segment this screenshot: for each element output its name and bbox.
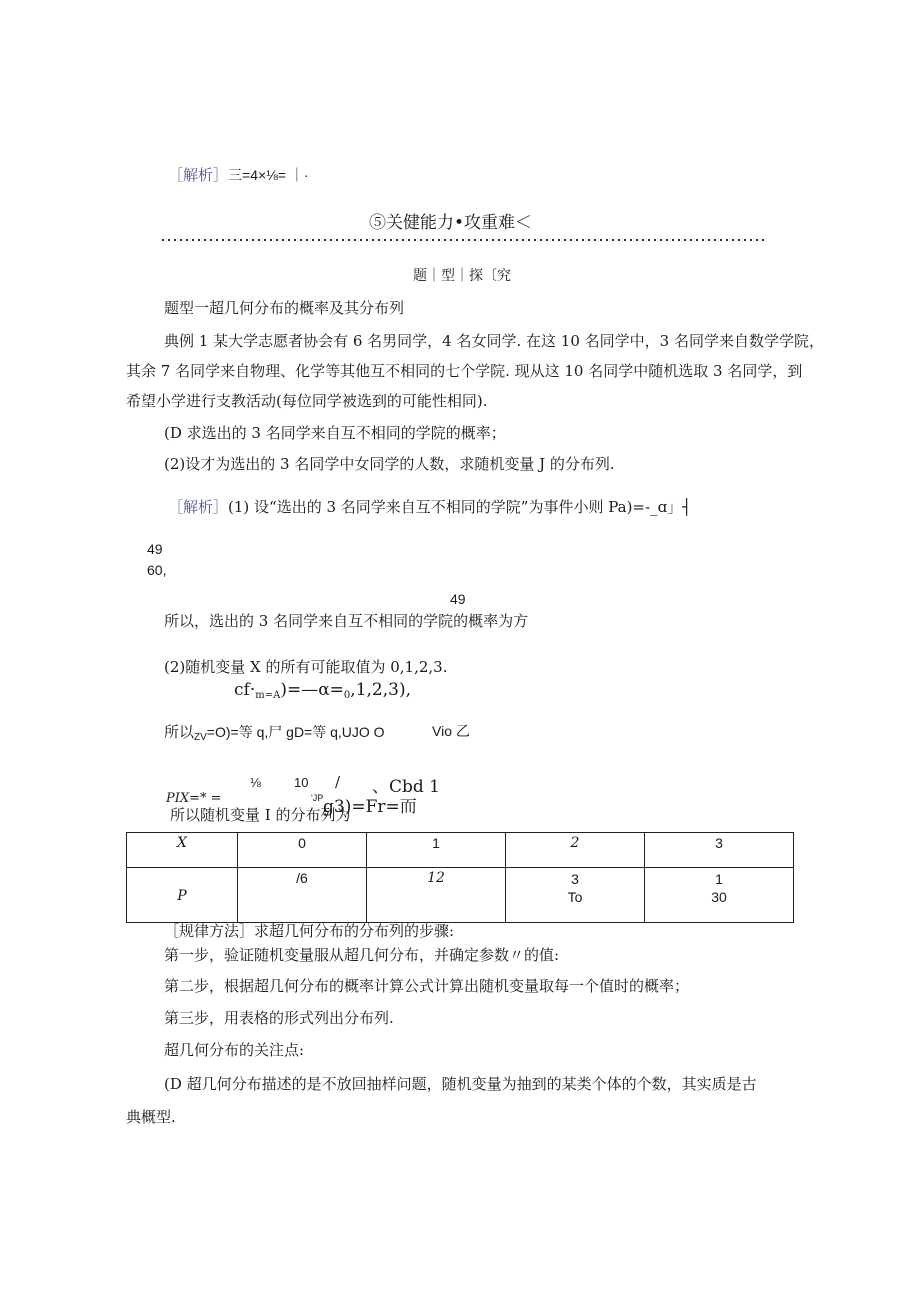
question-1: (D 求选出的 3 名同学来自互不相同的学院的概率； [164, 424, 506, 442]
table-row [127, 833, 794, 868]
cell-p0: /6 [238, 868, 367, 923]
example-line-3: 希望小学进行支教活动(每位同学被选到的可能性相同). [126, 392, 488, 410]
focus-heading: 超几何分布的关注点: [164, 1041, 305, 1059]
analysis-tag-2: ［解析］ [168, 498, 229, 516]
header-0: 0 [238, 833, 367, 868]
formula-part-a: cf· [234, 680, 256, 700]
analysis-line-2 [168, 496, 691, 517]
topic-heading: 题型一超几何分布的概率及其分布列 [164, 299, 405, 317]
analysis-tag: ［解析］ [168, 166, 229, 184]
method-step-2: 第二步，根据超几何分布的概率计算公式计算出随机变量取每一个值时的概率； [164, 977, 690, 995]
garble-4: 、Cbd 1 [372, 777, 440, 797]
garble-3: / [335, 773, 341, 791]
hypergeometric-formula [234, 680, 411, 701]
so-text: 所以 [164, 723, 195, 741]
so-sub: ZV [194, 732, 207, 743]
analysis-text-2: (1) 设“选出的 3 名同学来自互不相同的学院”为事件小则 Pa)=-_ɑ」┤ [228, 498, 692, 516]
so-values: =O)=等 q,尸 gD=等 q,UJO O [206, 724, 385, 740]
question-2: (2)设才为选出的 3 名同学中女同学的人数，求随机变量 J 的分布列. [164, 455, 615, 473]
header-1: 1 [367, 833, 506, 868]
focus-point-1a: (D 超几何分布描述的是不放回抽样问题，随机变量为抽到的某类个体的个数，其实质是古 [164, 1075, 757, 1093]
garble-sub: 'JP [311, 793, 324, 803]
garble-left: PIX=* = [166, 791, 222, 806]
formula-sub-b: 0 [343, 690, 351, 701]
formula-part-c: ,1,2,3), [350, 680, 411, 700]
probability-numerator: 49 [450, 591, 466, 607]
section-title: ⑤关健能力•攻重难＜ [369, 213, 533, 233]
method-title: ［规律方法］求超几何分布的分布列的步骤: [164, 922, 455, 940]
example-line-2: 其余 7 名同学来自物理、化学等其他互不相同的七个学院. 现从这 10 名同学中随机选取 3 名同学，到 [126, 362, 803, 380]
table-row [127, 868, 794, 923]
cell-p1: 12 [367, 868, 506, 923]
probability-line [164, 721, 385, 743]
so-tail: Vio 乙 [432, 723, 470, 739]
row-label-p: P [127, 868, 238, 923]
cell-p2 [506, 868, 645, 923]
analysis-text: 三=4×⅛= ｜· [228, 167, 309, 183]
focus-point-1b: 典概型. [126, 1108, 176, 1126]
fraction-denominator: 60, [147, 562, 167, 578]
distribution-table [126, 832, 794, 923]
cell-p2-num: 3 [571, 871, 579, 887]
header-x: X [127, 833, 238, 868]
section-subtitle: 题｜型｜探〔究 [413, 268, 511, 284]
example-line-1: 典例 1 某大学志愿者协会有 6 名男同学，4 名女同学. 在这 10 名同学中，3 名同学来自数学学院， [164, 332, 824, 350]
method-step-1: 第一步，验证随机变量服从超几何分布，并确定参数〃的值: [164, 946, 560, 964]
header-3: 3 [645, 833, 794, 868]
cell-p3-den: 30 [711, 889, 727, 905]
fraction-numerator: 49 [147, 541, 163, 557]
garble-1: ⅛ [250, 775, 261, 790]
analysis-line-1 [168, 164, 309, 185]
probability-conclusion: 所以，选出的 3 名同学来自互不相同的学院的概率为方 [164, 612, 529, 630]
dotted-divider [160, 238, 766, 242]
formula-sub-a: m=A [255, 690, 281, 701]
garble-2: 10 [294, 775, 309, 790]
header-2: 2 [506, 833, 645, 868]
cell-p2-den: To [567, 889, 583, 905]
distribution-intro: 所以随机变量 I 的分布列为 [170, 806, 351, 824]
method-step-3: 第三步，用表格的形式列出分布列. [164, 1009, 394, 1027]
formula-part-b: )=—α= [280, 680, 344, 700]
garble-5: g3)=Fr=而 [323, 797, 417, 817]
part2-intro: (2)随机变量 X 的所有可能取值为 0,1,2,3. [164, 658, 448, 676]
cell-p3 [645, 868, 794, 923]
cell-p3-num: 1 [715, 871, 723, 887]
